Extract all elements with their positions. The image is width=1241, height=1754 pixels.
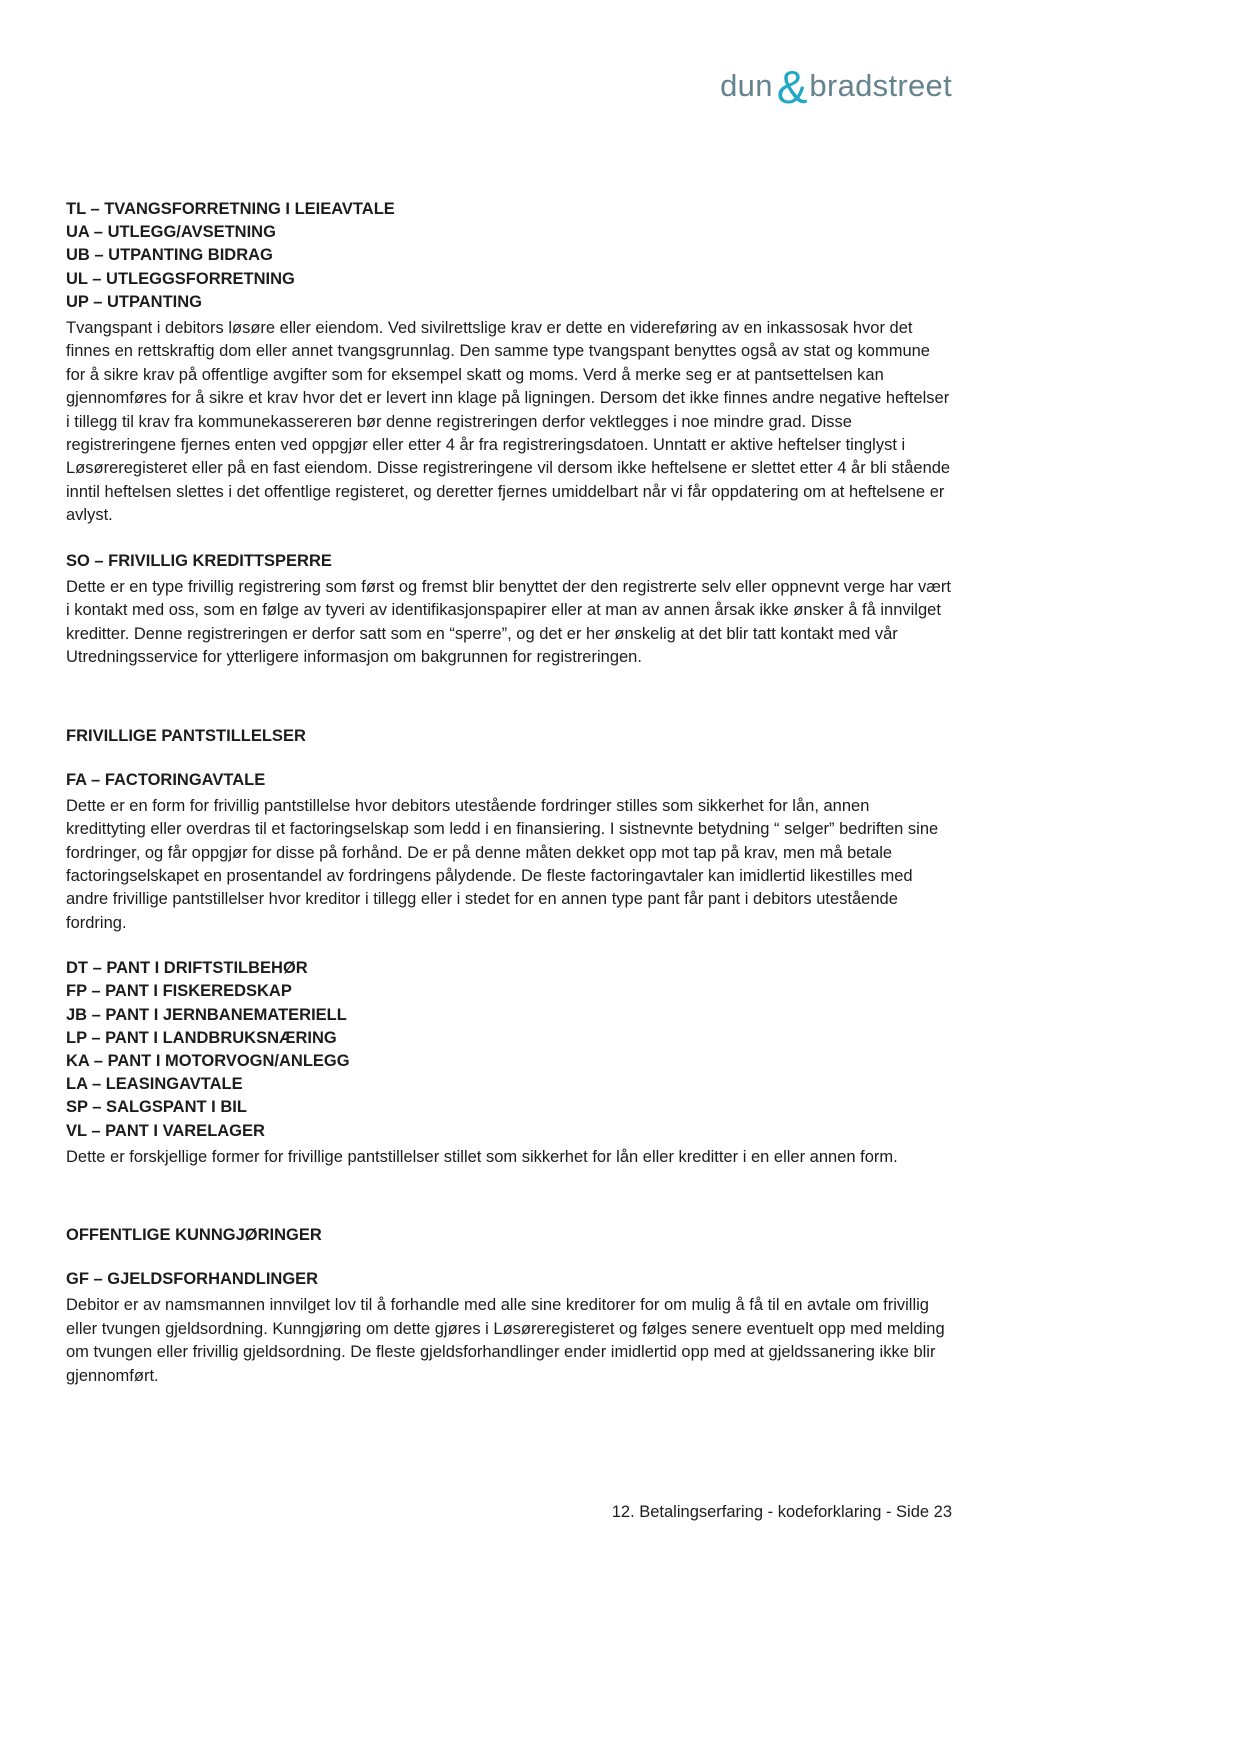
code-heading-group — [66, 769, 952, 792]
logo-word-dun: dun — [720, 68, 773, 103]
code-heading: UA – UTLEGG/AVSETNING — [66, 223, 276, 242]
code-heading: UL – UTLEGGSFORRETNING — [66, 269, 295, 288]
code-heading: UP – UTPANTING — [66, 292, 202, 311]
code-heading: TL – TVANGSFORRETNING I LEIEAVTALE — [66, 200, 395, 218]
section-title: FRIVILLIGE PANTSTILLELSER — [66, 726, 306, 745]
paragraph: Dette er en type frivillig registrering som først og fremst blir benyttet der den registrerte selv eller oppnevnt verge har vært i kontakt med oss, som en følge av tyveri av identifikasjonspapirer eller at man av annen årsak ikke ønsker å få innvilget kreditter. Denne registreringen er derfor satt som en “sperre”, og det er her ønskelig at det blir tatt kontakt med vår Utredningsservice for ytterligere informasjon om bakgrunnen for registreringen. — [66, 577, 951, 667]
code-heading: DT – PANT I DRIFTSTILBEHØR — [66, 959, 308, 978]
paragraph: Tvangspant i debitors løsøre eller eiendom. Ved sivilrettslige krav er dette en videreføring av en inkassosak hvor det finnes en rettskraftig dom eller annet tvangsgrunnlag. Den samme type tvangspant benyttes også av stat og kommune for å sikre krav på offentlige avgifter som for eksempel skatt og moms. Verd å merke seg er at pantsettelsen kan gjennomføres for å sikre et krav hvor det er levert inn klage på ligningen. Dersom det ikke finnes andre negative heftelser i tillegg til krav fra kommunekassereren bør denne registreringen derfor vektlegges i noe mindre grad. Disse registreringene fjernes enten ved oppgjør eller etter 4 år fra registreringsdatoen. Unntatt er aktive heftelser tinglyst i Løsøreregisteret eller på en fast eiendom. Disse registreringene vil dersom ikke heftelsene er slettet etter 4 år bli stående inntil heftelsen slettes i det offentlige registeret, og deretter fjernes umiddelbart når vi får oppdatering om at heftelsene er avlyst. — [66, 319, 951, 525]
logo-word-bradstreet: bradstreet — [809, 68, 952, 103]
code-heading-group — [66, 1268, 952, 1291]
code-heading: VL – PANT I VARELAGER — [66, 1121, 265, 1140]
code-heading: FA – FACTORINGAVTALE — [66, 770, 266, 789]
code-heading-group — [66, 198, 952, 314]
code-heading: UB – UTPANTING BIDRAG — [66, 246, 273, 265]
paragraph: Dette er forskjellige former for frivillige pantstillelser stillet som sikkerhet for lån eller kreditter i en eller annen form. — [66, 1147, 898, 1166]
code-heading: FP – PANT I FISKEREDSKAP — [66, 982, 292, 1001]
code-heading: LP – PANT I LANDBRUKSNÆRING — [66, 1028, 337, 1047]
paragraph: Debitor er av namsmannen innvilget lov til å forhandle med alle sine kreditorer for om mulig å få til en avtale om frivillig eller tvungen gjeldsordning. Kunngjøring om dette gjøres i Løsøreregisteret og følges senere eventuelt opp med melding om tvungen eller frivillig gjeldsordning. De fleste gjeldsforhandlinger ender imidlertid opp med at gjeldssanering ikke blir gjennomført. — [66, 1296, 945, 1385]
code-heading-group — [66, 550, 952, 573]
code-heading: SP – SALGSPANT I BIL — [66, 1098, 247, 1117]
code-heading-group — [66, 957, 952, 1143]
code-heading: LA – LEASINGAVTALE — [66, 1075, 243, 1094]
logo-ampersand-icon: & — [776, 61, 808, 113]
code-heading: KA – PANT I MOTORVOGN/ANLEGG — [66, 1051, 350, 1070]
paragraph: Dette er en form for frivillig pantstillelse hvor debitors utestående fordringer stilles som sikkerhet for lån, annen kredittyting eller overdras til et factoringselskap som ledd i en finansiering. I sistnevnte betydning “ selger” bedriften sine fordringer, og får oppgjør for disse på forhånd. De er på denne måten dekket opp mot tap på krav, men må betale factoringselskapet en prosentandel av fordringens pålydende. De fleste factoringavtaler kan imidlertid likestilles med andre frivillige pantstillelser hvor kreditor i tillegg eller i stedet for en annen type pant får pant i debitors utestående fordring. — [66, 796, 939, 932]
page-footer: 12. Betalingserfaring - kodeforklaring - Side 23 — [611, 1503, 952, 1521]
code-heading: GF – GJELDSFORHANDLINGER — [66, 1270, 319, 1289]
dun-bradstreet-logo — [66, 61, 952, 113]
code-heading: SO – FRIVILLIG KREDITTSPERRE — [66, 551, 332, 570]
code-heading: JB – PANT I JERNBANEMATERIELL — [66, 1005, 347, 1024]
section-title: OFFENTLIGE KUNNGJØRINGER — [66, 1226, 322, 1245]
document-body — [66, 198, 952, 1388]
